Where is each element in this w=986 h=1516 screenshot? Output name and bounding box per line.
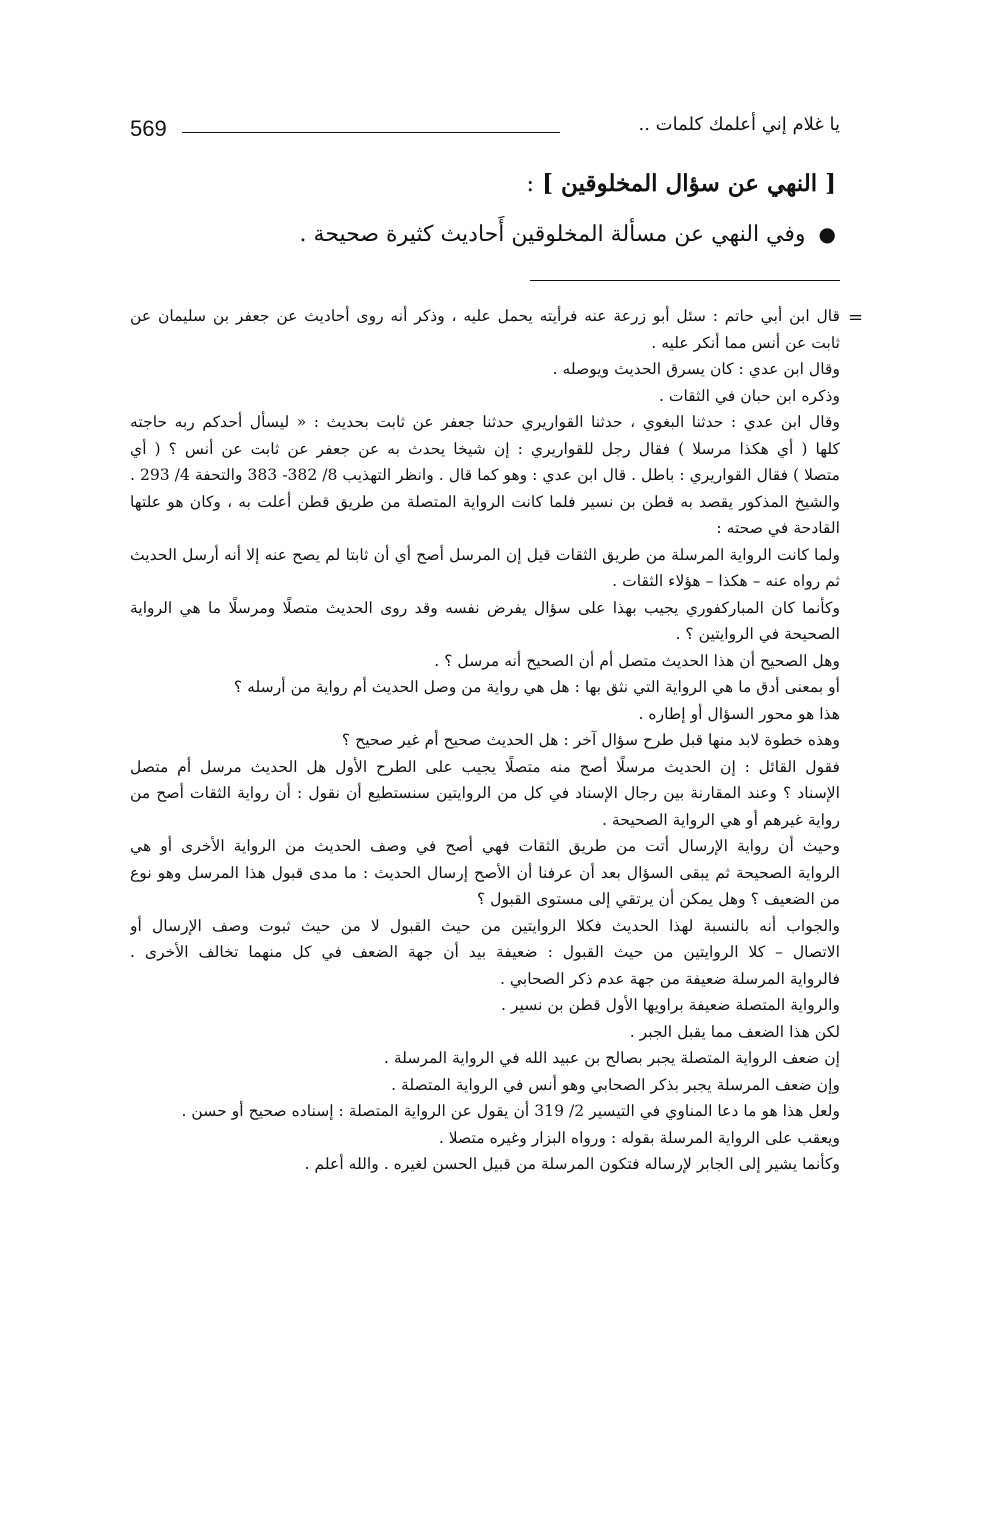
footnote-line: هذا هو محور السؤال أو إطاره .	[638, 704, 840, 723]
footnote-line: وهل الصحيح أن هذا الحديث متصل أم أن الصحيح أنه مرسل ؟ .	[434, 651, 840, 670]
footnote-line: وقال ابن عدي : كان يسرق الحديث ويوصله .	[552, 360, 840, 378]
footnote-line: والرواية المتصلة ضعيفة براويها الأول قطن بن نسير .	[500, 996, 840, 1014]
bullet-icon: ●	[818, 222, 836, 246]
footnote-line: وكأنما يشير إلى الجابر لإرساله فتكون المرسلة من قبيل الحسن لغيره . والله أعلم .	[304, 1155, 840, 1173]
footnote-line: قال ابن أبي حاتم : سئل أبو زرعة عنه فرأيته يحمل عليه ، وذكر أنه روى أحاديث عن جعفر بن سليمان عن	[130, 307, 840, 325]
footnote-line: الصحيحة في الروايتين ؟ .	[675, 625, 840, 643]
footnote-line: ولعل هذا هو ما دعا المناوي في التيسير 2/ 319 أن يقول عن الرواية المتصلة : إسناده صحيح أو حسن .	[181, 1102, 840, 1120]
footnote-line: لكن هذا الضعف مما يقبل الجبر .	[629, 1022, 840, 1041]
footnote-line: ويعقب على الرواية المرسلة بقوله : ورواه البزار وغيره متصلا .	[438, 1128, 840, 1147]
footnote-line: وقال ابن عدي : حدثنا البغوي ، حدثنا القواريري حدثنا جعفر عن ثابت بحديث : « ليسأل أحدكم ربه حاجته	[130, 413, 840, 431]
running-header	[130, 110, 840, 150]
footnote-line: إن ضعف الرواية المتصلة يجبر بصالح بن عبيد الله في الرواية المرسلة .	[383, 1049, 840, 1067]
section-heading-colon: :	[526, 171, 535, 197]
footnote-line: وكأنما كان المباركفوري يجيب بهذا على سؤال يفرض نفسه وقد روى الحديث متصلًا ومرسلًا ما هي الرواية	[130, 598, 840, 617]
footnote-line: القادحة في صحته :	[716, 519, 840, 537]
bullet-paragraph	[300, 222, 836, 247]
page-number: 569	[130, 116, 167, 141]
footnote-line: والشيخ المذكور يقصد به قطن بن نسير فلما كانت الرواية المتصلة من طريق قطن أعلت به ، وكان هو علتها	[130, 492, 840, 511]
footnote-separator	[530, 280, 840, 281]
section-heading-text: [ النهي عن سؤال المخلوقين ]	[542, 170, 836, 197]
footnote-line: أو بمعنى أدق ما هي الرواية التي نثق بها : هل هي رواية من وصل الحديث أم رواية من أرسله ؟	[233, 678, 840, 696]
running-header-title: يا غلام إني أعلمك كلمات ..	[638, 114, 840, 135]
footnote-line: كلها ( أي هكذا مرسلا ) فقال رجل للقواريري : إن شيخا يحدث به عن جعفر عن ثابت عن أنس ؟ ( أي	[130, 439, 840, 458]
footnote-line: فقول القائل : إن الحديث مرسلًا أصح منه متصلًا يجيب على الطرح الأول هل الحديث مرسل أم متصل	[130, 757, 840, 776]
footnote-line: وإن ضعف المرسلة يجبر بذكر الصحابي وهو أنس في الرواية المتصلة .	[391, 1075, 840, 1094]
bullet-text: وفي النهي عن مسألة المخلوقين أَحاديث كثيرة صحيحة .	[299, 222, 806, 247]
footnote-line: وحيث أن رواية الإرسال أتت من طريق الثقات فهي أصح في وصف الحديث من الرواية الأخرى أو هي	[130, 837, 840, 855]
footnote-line: من الضعيف ؟ وهل يمكن أن يرتقي إلى مستوى القبول ؟	[476, 890, 840, 908]
section-heading	[526, 170, 836, 197]
footnote-line: ثابت عن أنس مما أنكر عليه .	[651, 333, 840, 352]
footnote-line: الرواية الصحيحة ثم يبقى السؤال بعد أن عرفنا أن الأصح إرسال الحديث : ما مدى قبول هذا المرسل وهو نوع	[130, 863, 840, 882]
footnote-line: الاتصال – كلا الروايتين من حيث القبول : ضعيفة بيد أن جهة الضعف في كل منهما تخالف الأخرى .	[130, 943, 840, 961]
footnote-line: رواية غيرهم أو هي الرواية الصحيحة .	[602, 810, 840, 829]
footnote-line: والجواب أنه بالنسبة لهذا الحديث فكلا الروايتين من حيث القبول لا من حيث ثبوت وصف الإرسال أو	[130, 916, 840, 935]
footnote-line: وهذه خطوة لابد منها قبل طرح سؤال آخر : هل الحديث صحيح أم غير صحيح ؟	[341, 731, 840, 749]
footnote-line: فالرواية المرسلة ضعيفة من جهة عدم ذكر الصحابي .	[499, 969, 840, 988]
footnote-line: ولما كانت الرواية المرسلة من طريق الثقات قيل إن المرسل أصح أي أن ثابتا لم يصح عنه إلا أنه أرسل الحديث	[130, 545, 840, 564]
footnote-block	[130, 303, 840, 1178]
footnote-continuation-mark: =	[848, 307, 864, 328]
footnote-line: متصلا ) فقال القواريري : باطل . قال ابن عدي : وهو كما قال . وانظر التهذيب 8/ 382- 383 والتحفة 4/ 293 .	[130, 466, 840, 484]
header-rule	[182, 132, 560, 133]
footnote-line: الإسناد ؟ وعند المقارنة بين رجال الإسناد في كل من الروايتين سنستطيع أن نقول : أن رواية الثقات أصح من	[130, 784, 840, 802]
footnote-line: وذكره ابن حبان في الثقات .	[658, 386, 840, 405]
footnote-line: ثم رواه عنه – هكذا – هؤلاء الثقات .	[612, 572, 840, 590]
